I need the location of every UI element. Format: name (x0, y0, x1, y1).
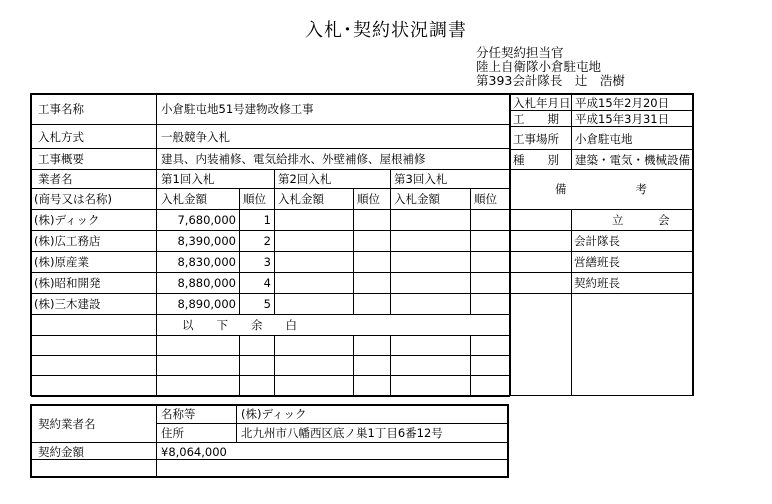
period-value: 平成15年3月31日 (575, 112, 670, 126)
round-1-amount-header: 入札金額 (161, 192, 207, 206)
bid-amount: 8,390,000 (177, 234, 236, 248)
bid-rank: 2 (263, 234, 271, 248)
round-3-header: 第3回入札 (394, 172, 448, 186)
trade-name-label: (商号又は名称) (34, 192, 112, 206)
project-overview-label: 工事概要 (38, 152, 84, 166)
bid-amount: 8,830,000 (177, 255, 236, 269)
project-overview-value: 建具、内装補修、電気給排水、外壁補修、屋根補修 (161, 152, 426, 166)
issuer-name: 第393会計隊長 辻 浩樹 (476, 73, 625, 88)
bid-rank: 1 (263, 213, 271, 227)
round-3-rank-header: 順位 (474, 192, 497, 206)
bidder-label: 業者名 (38, 172, 73, 186)
bidder-name: (株)昭和開発 (34, 276, 101, 290)
round-3-amount-header: 入札金額 (394, 192, 440, 206)
contractor-address-label: 住所 (161, 426, 184, 440)
contract-amount-value: ¥8,064,000 (161, 445, 227, 459)
issuer-unit: 陸上自衛隊小倉駐屯地 (476, 59, 602, 74)
round-2-header: 第2回入札 (278, 172, 332, 186)
contractor-name-value: (株)ディック (241, 407, 307, 421)
witness-header: 立 会 (612, 213, 670, 227)
contractor-name-label: 名称等 (161, 407, 196, 421)
site-value: 小倉駐屯地 (575, 132, 633, 146)
bidder-name: (株)原産業 (34, 255, 89, 269)
witness-accounting-chief: 会計隊長 (574, 234, 620, 248)
project-name-value: 小倉駐屯地51号建物改修工事 (161, 102, 314, 116)
contract-amount-label: 契約金額 (38, 445, 84, 459)
bid-rank: 3 (263, 255, 271, 269)
bidding-method-label: 入札方式 (38, 130, 84, 144)
issuer-title: 分任契約担当官 (476, 45, 564, 60)
bid-amount: 8,890,000 (177, 297, 236, 311)
contractor-label: 契約業者名 (38, 417, 96, 431)
contractor-address-value: 北九州市八幡西区底ノ巣1丁目6番12号 (241, 426, 443, 440)
bidder-name: (株)広工務店 (34, 234, 101, 248)
bid-rank: 5 (263, 297, 271, 311)
project-name-label: 工事名称 (38, 102, 84, 116)
round-1-header: 第1回入札 (161, 172, 215, 186)
document-title: 入札･契約状況調書 (305, 20, 467, 41)
bid-date-label: 入札年月日 (513, 96, 571, 110)
bid-date-value: 平成15年2月20日 (575, 96, 670, 110)
round-1-rank-header: 順位 (243, 192, 266, 206)
bidder-name: (株)ディック (34, 213, 100, 227)
remarks-header: 備 考 (555, 182, 647, 196)
type-label: 種 別 (513, 153, 559, 167)
bid-amount: 7,680,000 (177, 213, 236, 227)
bidding-method-value: 一般競争入札 (161, 130, 230, 144)
site-label: 工事場所 (513, 132, 559, 146)
round-2-amount-header: 入札金額 (278, 192, 324, 206)
bid-rank: 4 (263, 276, 271, 290)
remainder-blank-note: 以 下 余 白 (182, 318, 297, 332)
type-value: 建築・電気・機械設備 (575, 153, 690, 167)
bid-amount: 8,880,000 (177, 276, 236, 290)
period-label: 工 期 (513, 112, 559, 126)
round-2-rank-header: 順位 (357, 192, 380, 206)
witness-repair-chief: 営繕班長 (574, 255, 620, 269)
witness-contract-chief: 契約班長 (574, 276, 620, 290)
bidder-name: (株)三木建設 (34, 297, 101, 311)
